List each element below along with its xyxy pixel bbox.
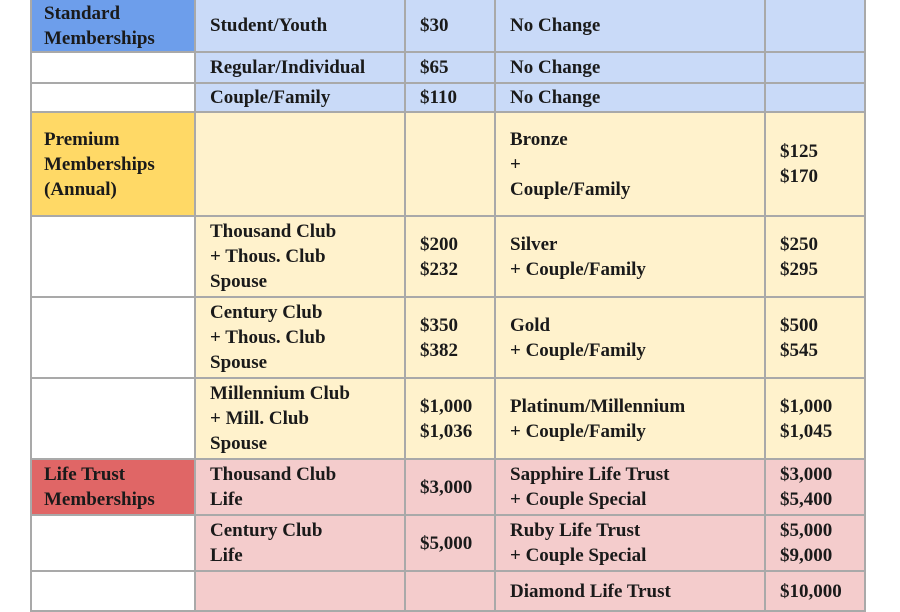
price: $1,000	[420, 395, 473, 417]
tier-line: Sapphire Life Trust	[510, 464, 670, 485]
life-trust-memberships-header	[32, 460, 196, 516]
new-price-cell	[766, 53, 866, 84]
membership-name-cell	[196, 0, 406, 53]
standard-memberships-header	[32, 0, 196, 53]
tier-price: $250	[780, 233, 818, 255]
price: $3,000	[420, 476, 473, 498]
tier-price-cell	[766, 516, 866, 572]
tier-price: $170	[780, 166, 818, 187]
tier-price: $10,000	[780, 580, 842, 602]
new-price-cell	[766, 84, 866, 113]
tier-price: $500	[780, 314, 818, 336]
change-cell	[496, 0, 766, 53]
category-title-line: Life Trust	[44, 464, 126, 485]
membership-name-line: Spouse	[210, 271, 268, 292]
category-title-line: Memberships	[44, 489, 155, 510]
tier-cell	[496, 379, 766, 460]
membership-name: Student/Youth	[210, 15, 328, 36]
tier-cell	[496, 516, 766, 572]
membership-name-cell	[196, 53, 406, 84]
tier-price-cell	[766, 460, 866, 516]
price: $5,000	[420, 532, 473, 554]
membership-name: Couple/Family	[210, 87, 331, 108]
tier-price: $125	[780, 141, 818, 162]
change-cell	[496, 53, 766, 84]
tier-line: + Couple Special	[510, 489, 647, 510]
empty-category-cell	[32, 572, 196, 612]
membership-name-cell	[196, 516, 406, 572]
category-title-line: (Annual)	[44, 178, 117, 200]
price: $382	[420, 339, 458, 361]
empty-category-cell	[32, 516, 196, 572]
price-cell	[406, 113, 496, 217]
price: $232	[420, 258, 458, 280]
membership-name-cell	[196, 298, 406, 379]
tier-line: +	[510, 153, 521, 175]
tier-line: Couple/Family	[510, 178, 631, 200]
membership-name-cell	[196, 217, 406, 298]
tier-price-cell	[766, 298, 866, 379]
price-cell	[406, 516, 496, 572]
membership-name-cell	[196, 572, 406, 612]
membership-name-cell	[196, 84, 406, 113]
membership-name-cell	[196, 113, 406, 217]
price-cell	[406, 53, 496, 84]
tier-price: $3,000	[780, 464, 833, 485]
new-price-cell	[766, 0, 866, 53]
membership-name-line: Life	[210, 489, 243, 510]
membership-table	[30, 0, 866, 612]
empty-category-cell	[32, 379, 196, 460]
price: $30	[420, 15, 449, 36]
tier-price: $5,400	[780, 489, 833, 510]
empty-category-cell	[32, 298, 196, 379]
tier-price: $1,000	[780, 395, 833, 417]
tier-line: Gold	[510, 314, 551, 336]
price: $65	[420, 57, 449, 78]
price: $350	[420, 314, 458, 336]
tier-price-cell	[766, 113, 866, 217]
change-cell	[496, 84, 766, 113]
tier-line: + Couple Special	[510, 545, 647, 566]
membership-name-line: Thousand Club	[210, 221, 337, 242]
price-cell	[406, 572, 496, 612]
tier-price: $5,000	[780, 520, 833, 541]
membership-name-line: Life	[210, 545, 243, 566]
membership-name-line: + Thous. Club	[210, 246, 326, 267]
category-title-line: Premium	[44, 128, 120, 150]
membership-name-line: + Thous. Club	[210, 327, 326, 348]
tier-price: $1,045	[780, 420, 833, 442]
membership-name-line: + Mill. Club	[210, 408, 309, 429]
change-text: No Change	[510, 87, 601, 108]
membership-name-cell	[196, 379, 406, 460]
category-title-line: Memberships	[44, 153, 155, 175]
tier-cell	[496, 298, 766, 379]
tier-price-cell	[766, 572, 866, 612]
tier-line: + Couple/Family	[510, 339, 646, 361]
tier-line: Bronze	[510, 128, 568, 150]
change-text: No Change	[510, 57, 601, 78]
change-text: No Change	[510, 15, 601, 36]
tier-price-cell	[766, 217, 866, 298]
tier-cell	[496, 572, 766, 612]
price-cell	[406, 298, 496, 379]
tier-price: $9,000	[780, 545, 833, 566]
tier-line: Silver	[510, 233, 558, 255]
price-cell	[406, 0, 496, 53]
membership-name-line: Century Club	[210, 302, 323, 323]
empty-category-cell	[32, 84, 196, 113]
tier-line: + Couple/Family	[510, 420, 646, 442]
tier-line: Ruby Life Trust	[510, 520, 641, 541]
tier-line: Diamond Life Trust	[510, 580, 671, 602]
tier-price-cell	[766, 379, 866, 460]
premium-memberships-header	[32, 113, 196, 217]
tier-cell	[496, 460, 766, 516]
tier-price: $545	[780, 339, 818, 361]
price-cell	[406, 84, 496, 113]
membership-name-line: Spouse	[210, 433, 268, 454]
membership-name-line: Millennium Club	[210, 383, 350, 404]
membership-name-line: Spouse	[210, 352, 268, 373]
price-cell	[406, 460, 496, 516]
category-title-line: Standard	[44, 2, 121, 24]
price: $110	[420, 87, 457, 108]
empty-category-cell	[32, 217, 196, 298]
tier-cell	[496, 217, 766, 298]
membership-name: Regular/Individual	[210, 57, 366, 78]
membership-name-line: Century Club	[210, 520, 323, 541]
price: $200	[420, 233, 458, 255]
price-cell	[406, 217, 496, 298]
empty-category-cell	[32, 53, 196, 84]
category-title-line: Memberships	[44, 27, 155, 49]
price-cell	[406, 379, 496, 460]
tier-price: $295	[780, 258, 818, 280]
membership-name-cell	[196, 460, 406, 516]
price: $1,036	[420, 420, 473, 442]
tier-line: Platinum/Millennium	[510, 395, 686, 417]
membership-name-line: Thousand Club	[210, 464, 337, 485]
tier-line: + Couple/Family	[510, 258, 646, 280]
tier-cell	[496, 113, 766, 217]
